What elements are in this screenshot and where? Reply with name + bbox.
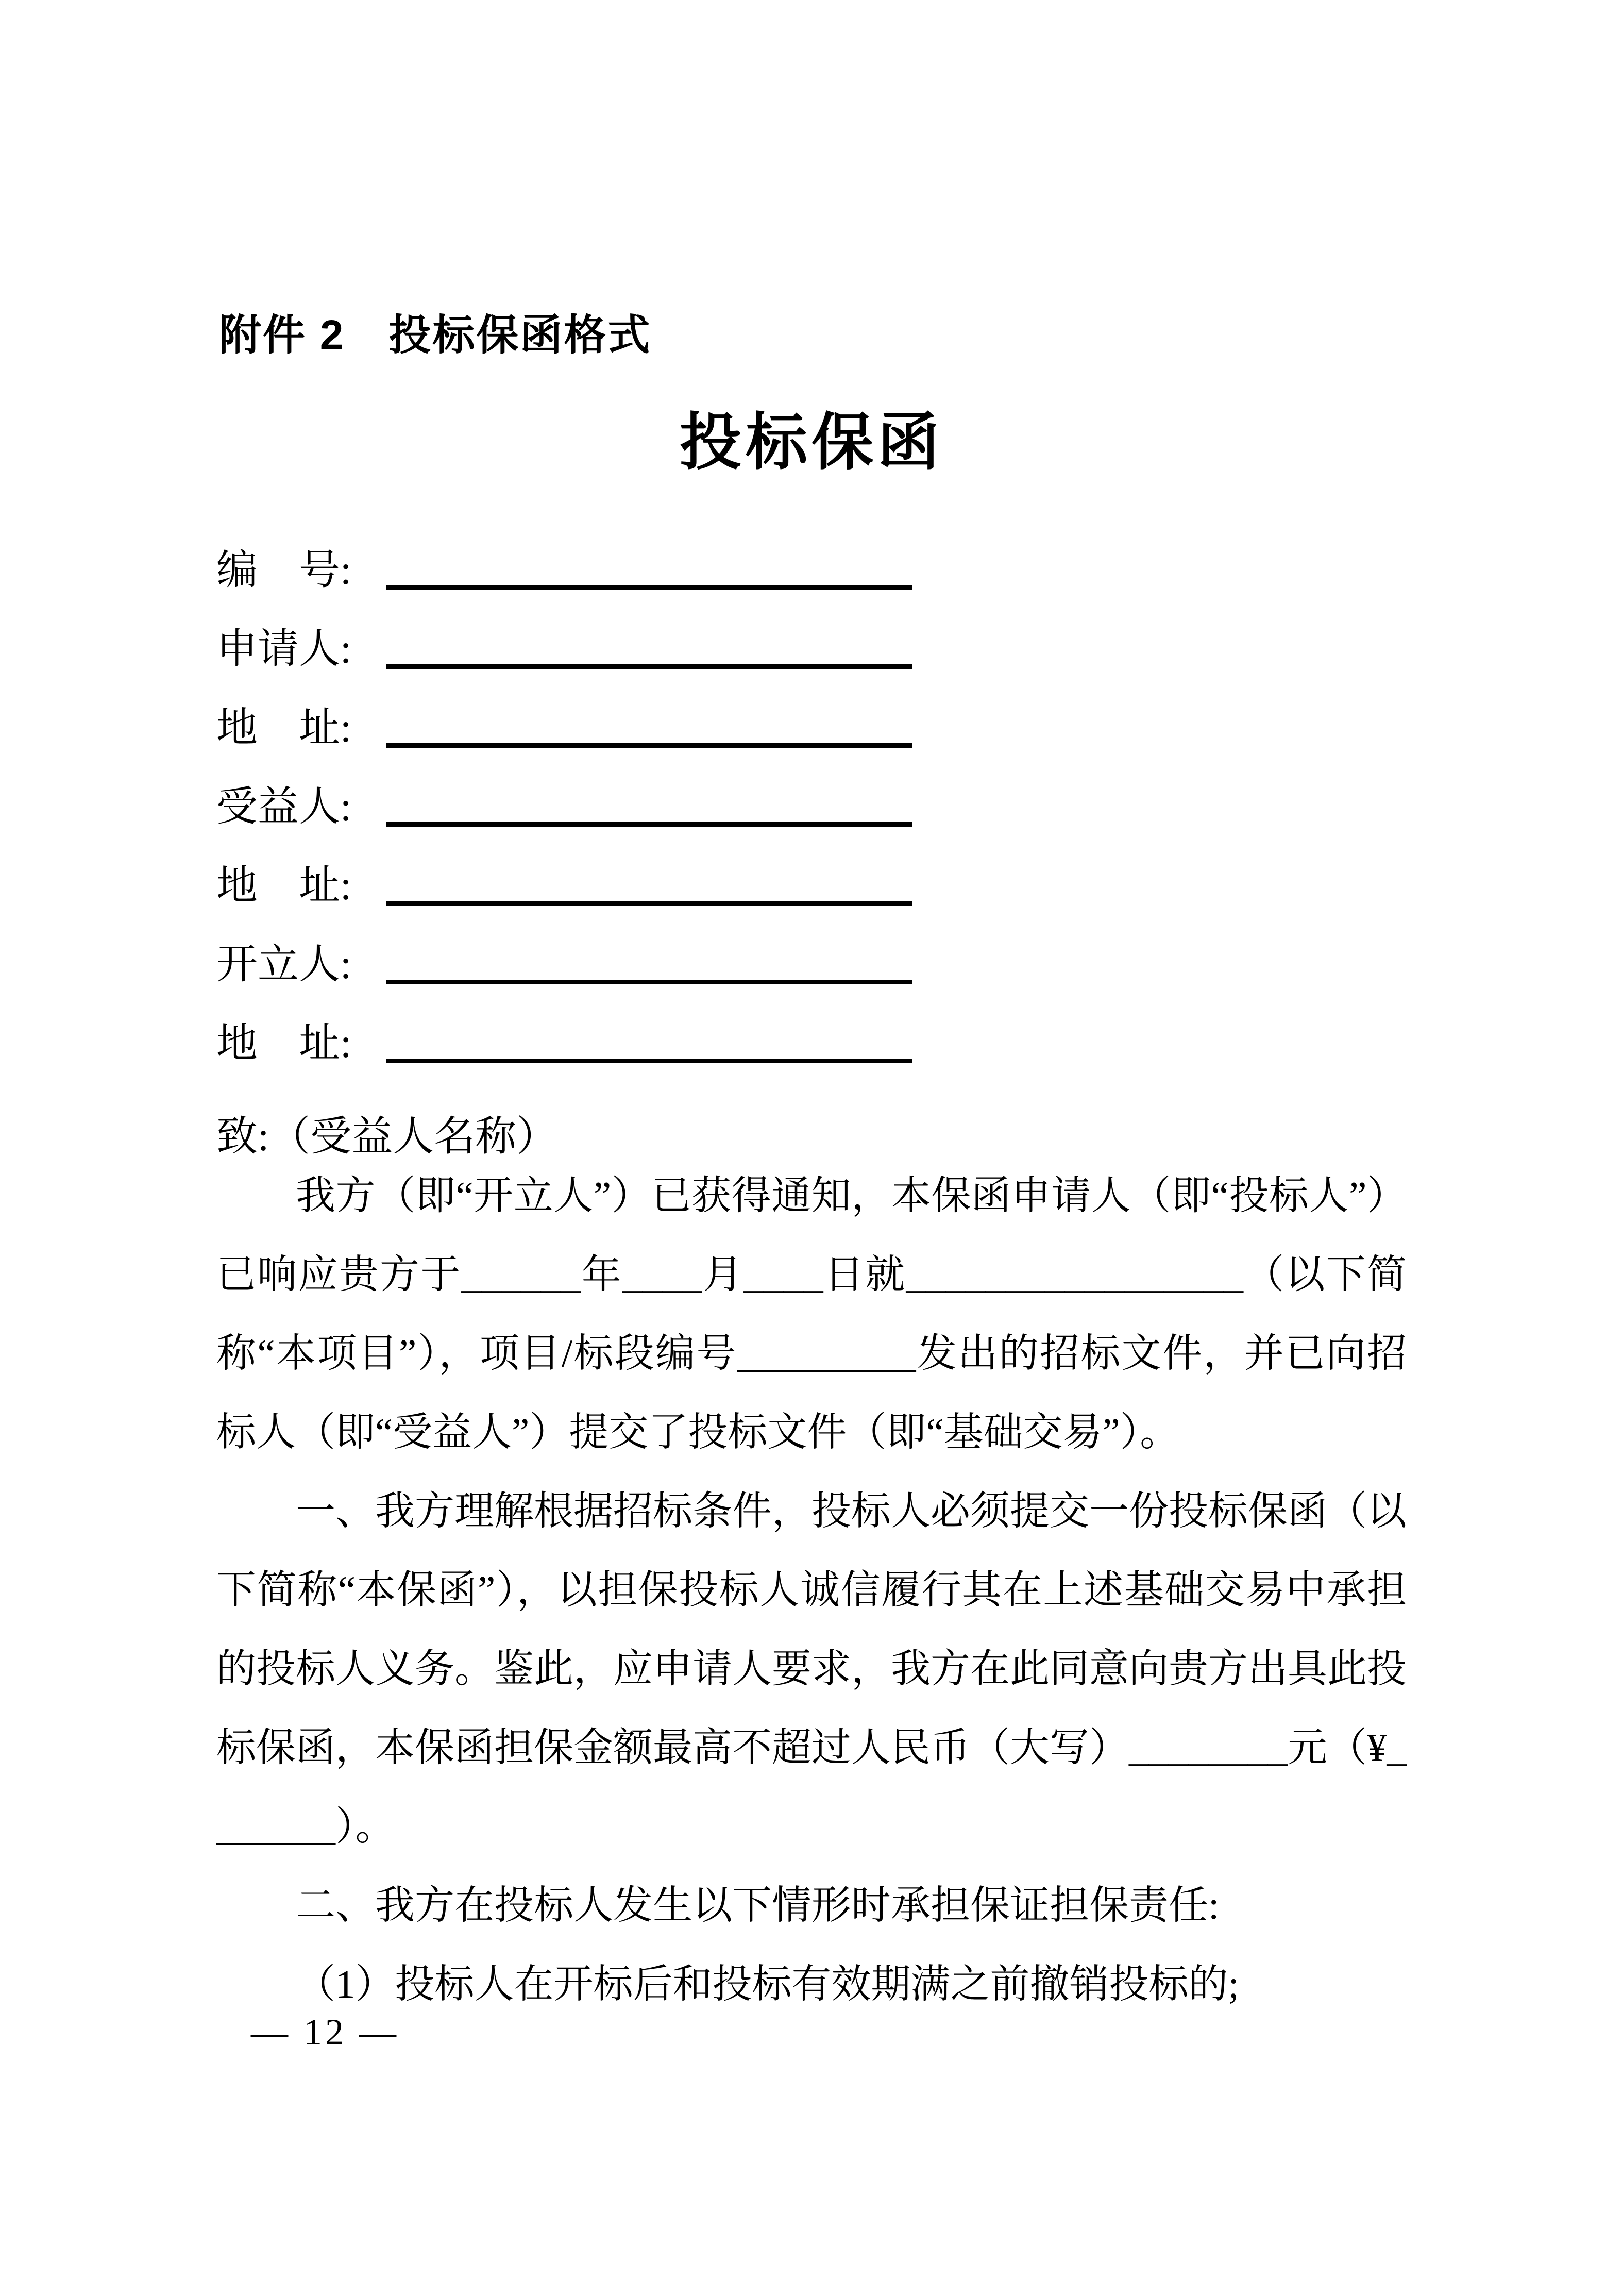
form-row (216, 1000, 1407, 1079)
form-row (216, 527, 1407, 606)
fill-in-line (386, 1059, 912, 1063)
attachment-heading: 附件 2 投标保函格式 (219, 312, 652, 359)
form-row (216, 606, 1407, 684)
field-label-number: 编 号: (216, 548, 352, 593)
form-row (216, 842, 1407, 921)
paragraph-clause-2: 二、我方在投标人发生以下情形时承担保证担保责任: (296, 1883, 1220, 1928)
addressee-line: 致:（受益人名称） (216, 1114, 558, 1160)
field-label-beneficiary: 受益人: (216, 784, 352, 830)
paragraph-clause-2-item-1: （1）投标人在开标后和投标有效期满之前撤销投标的; (296, 1962, 1239, 2006)
form-row (216, 921, 1407, 1000)
field-label-address-1: 地 址: (216, 706, 352, 751)
fill-in-line (386, 822, 912, 827)
form-section (216, 527, 1407, 1172)
document-title: 投标保函 (680, 408, 943, 477)
form-row (216, 684, 1407, 763)
fill-in-line (386, 585, 912, 590)
paragraph-opening: 我方（即“开立人”）已获得通知，本保函申请人（即“投标人”）已响应贵方于______年____月____日就_________________（以下简称“本项目”），项目/标段编号_________发出的招标文件，并已向招标人（即“受益人”）提交了投标文件（即“基础交易”）。 (216, 1174, 1407, 1454)
form-row (216, 763, 1407, 842)
field-label-issuer: 开立人: (216, 942, 352, 987)
fill-in-line (386, 664, 912, 669)
fill-in-line (386, 980, 912, 984)
fill-in-line (386, 743, 912, 748)
paragraph-clause-1: 一、我方理解根据招标条件，投标人必须提交一份投标保函（以下简称“本保函”），以担保投标人诚信履行其在上述基础交易中承担的投标人义务。鉴此，应申请人要求，我方在此同意向贵方出具此投标保函，本保函担保金额最高不超过人民币（大写）________元（¥_______）。 (216, 1489, 1407, 1849)
field-label-address-3: 地 址: (216, 1021, 352, 1066)
field-label-address-2: 地 址: (216, 863, 352, 909)
page-number: — 12 — (251, 2012, 399, 2053)
body-text (216, 1157, 1407, 2024)
fill-in-line (386, 901, 912, 906)
field-label-applicant: 申请人: (216, 627, 352, 672)
